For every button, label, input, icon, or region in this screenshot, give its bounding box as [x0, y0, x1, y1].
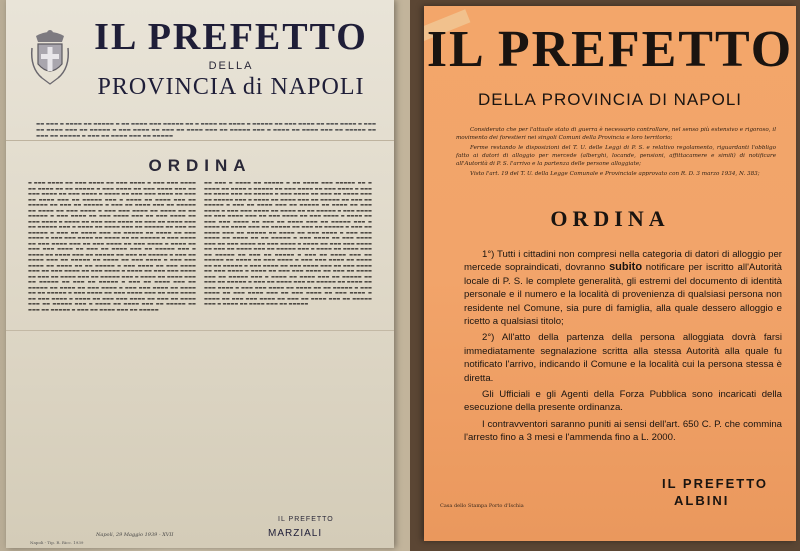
article-2: 2°) All'atto della partenza della persona alloggiata dovrà farsi immediatamente segnalazione scritta alla stessa Autorità alla quale fu notificato l'arrivo, indicando il Comune e la località cui la persona stessa è diretta. [464, 332, 782, 384]
penalty-paragraph: I contravventori saranno puniti ai sensi dell'art. 650 C. P. che commina l'arresto fino a 3 mesi e l'ammenda fino a L. 2000. [464, 418, 782, 444]
text-column-left: ▬ ▬▬▬ ▬▬▬▬ ▬▬ ▬▬▬ ▬▬▬▬ ▬▬ ▬▬▬ ▬▬▬▬ ▬ ▬▬▬ ▬▬▬ ▬▬▬▬ ▬▬ ▬▬▬▬ ▬▬ ▬▬ ▬▬▬▬▬ ▬ ▬▬▬ ▬▬▬▬ ▬▬ ▬▬▬ ▬▬▬▬ ▬▬▬ ▬▬ ▬▬▬ ▬▬▬▬ ▬▬ ▬▬▬ ▬▬▬▬ ▬ ▬▬▬▬ ▬▬ ▬▬▬ ▬▬▬ ▬▬▬▬ ▬▬ ▬▬▬ ▬▬ ▬▬▬▬ ▬▬▬ ▬▬ ▬▬▬▬▬ ▬▬▬ ▬ ▬▬▬▬ ▬▬ ▬▬▬▬ ▬▬▬ ▬▬ ▬▬▬▬▬ ▬▬ ▬▬▬ ▬▬ ▬▬▬▬▬ ▬ ▬▬▬ ▬▬ ▬▬▬▬ ▬▬▬ ▬▬ ▬▬▬▬▬ ▬▬ ▬▬▬▬ ▬▬ ▬▬▬ ▬▬▬▬ ▬ ▬▬▬ ▬▬▬ ▬▬▬▬ ▬▬ ▬▬▬▬ ▬▬ ▬▬ ▬▬▬▬▬ ▬ ▬▬▬ ▬▬▬▬ ▬▬ ▬▬▬ ▬▬▬▬ ▬▬▬ ▬▬ ▬▬▬ ▬▬▬▬ ▬▬ ▬▬▬ ▬▬▬▬ ▬ ▬▬▬▬ ▬▬ ▬▬▬ ▬▬▬ ▬▬▬▬ ▬▬ ▬▬▬ ▬▬ ▬▬▬▬ ▬▬▬ ▬▬ ▬▬▬▬▬ ▬▬▬ ▬ ▬▬▬▬ ▬▬ ▬▬▬▬ ▬▬▬ ▬▬ ▬▬▬▬▬ ▬▬ ▬▬▬ ▬▬ ▬▬▬▬▬ ▬ ▬▬▬ ▬▬ ▬▬▬▬ ▬▬▬ ▬▬ ▬▬▬▬▬ ▬▬ ▬▬▬▬ ▬▬ ▬▬▬ ▬▬▬▬ ▬ ▬▬▬ ▬▬▬ ▬▬▬▬ ▬▬ ▬▬▬▬ ▬▬ ▬▬ ▬▬▬▬▬ ▬ ▬▬▬ ▬▬▬▬ ▬▬ ▬▬▬ ▬▬▬▬ ▬▬▬ ▬▬ ▬▬▬ ▬▬▬▬ ▬▬ ▬▬▬ ▬▬▬▬ ▬ ▬▬▬▬ ▬▬ ▬▬▬ ▬▬▬ ▬▬▬▬ ▬▬ ▬▬▬ ▬▬ ▬▬▬▬ ▬▬▬ ▬▬ ▬▬▬▬▬ ▬▬▬ ▬ ▬▬▬▬ ▬▬ ▬▬▬▬ ▬▬▬ ▬▬ ▬▬▬▬▬ ▬▬ ▬▬▬ ▬▬ ▬▬▬▬▬ ▬ ▬▬▬ ▬▬ ▬▬▬▬ ▬▬▬ ▬▬ ▬▬▬▬▬ ▬▬ ▬▬▬▬ ▬▬ ▬▬▬ ▬▬▬▬ ▬ ▬▬▬ ▬▬▬ ▬▬▬▬ ▬▬ ▬▬▬▬ ▬▬ ▬▬ ▬▬▬▬▬ ▬ ▬▬▬ ▬▬▬▬ ▬▬ ▬▬▬ ▬▬▬▬ ▬▬▬ ▬▬ ▬▬▬ ▬▬▬▬ ▬▬ ▬▬▬ ▬▬▬▬ ▬ ▬▬▬▬ ▬▬ ▬▬▬ ▬▬▬ ▬▬▬▬ ▬▬ ▬▬▬ ▬▬ ▬▬▬▬ ▬▬▬ ▬▬ ▬▬▬▬▬ ▬▬▬ ▬ ▬▬▬▬ ▬▬ ▬▬▬▬ ▬▬▬ ▬▬ ▬▬▬▬▬ ▬▬ ▬▬▬ ▬▬ ▬▬▬▬▬ ▬ ▬▬▬ ▬▬ ▬▬▬▬ ▬▬▬ ▬▬ ▬▬▬▬▬ ▬▬ ▬▬▬▬ ▬▬ ▬▬▬ ▬▬▬▬ ▬ ▬▬▬ ▬▬▬ ▬▬▬▬ ▬▬ ▬▬▬▬ ▬▬ ▬▬ ▬▬▬▬▬ ▬ ▬▬▬ ▬▬▬▬ ▬▬ ▬▬▬ ▬▬▬▬ ▬▬▬ ▬▬ ▬▬▬ ▬▬▬▬ ▬▬ ▬▬▬ ▬▬▬▬ ▬ ▬▬▬▬ ▬▬ ▬▬▬ ▬▬▬ ▬▬▬▬ ▬▬ ▬▬▬ ▬▬ ▬▬▬▬ ▬▬▬ ▬▬ ▬▬▬▬▬ ▬▬▬ ▬ ▬▬▬▬ ▬▬ ▬▬▬▬ ▬▬▬ ▬▬ ▬▬▬▬▬ ▬▬ ▬▬▬ ▬▬ ▬▬▬▬▬ ▬ ▬▬▬ ▬▬ ▬▬▬▬ ▬▬▬ ▬▬ ▬▬▬▬▬ [28, 180, 196, 312]
poster-albini [424, 6, 796, 541]
poster-title: IL PREFETTO [94, 16, 368, 58]
place-and-date: Napoli, 29 Maggio 1939 - XVII [96, 532, 174, 538]
savoy-coat-of-arms-icon [28, 28, 72, 86]
preamble-paragraph: Considerato che per l'attuale stato di guerra è necessario controllare, nel senso più estensivo e rigoroso, il movimento dei forestieri nei singoli Comuni della Provincia e loro territorio; [456, 127, 776, 141]
poster-province: DELLA PROVINCIA DI NAPOLI [477, 90, 743, 109]
intro-fine-print: ▬▬ ▬▬▬ ▬ ▬▬▬▬ ▬▬ ▬▬▬▬▬ ▬ ▬▬ ▬▬▬▬ ▬▬▬ ▬▬▬▬▬ ▬▬ ▬ ▬▬▬▬ ▬▬ ▬▬▬▬ ▬ ▬▬▬▬▬ ▬▬ ▬▬▬ ▬▬▬▬ ▬▬ ▬▬▬ ▬▬▬▬ ▬ ▬▬▬ ▬▬ ▬▬▬▬ ▬▬▬ ▬▬ ▬▬▬▬▬ ▬ ▬▬▬ ▬▬▬▬ ▬▬ ▬▬▬ ▬▬ ▬▬▬▬ ▬▬▬ ▬▬ ▬▬▬▬▬ ▬▬▬ ▬ ▬▬▬▬ ▬▬ ▬▬▬▬ ▬▬▬ ▬▬ ▬▬▬▬▬ ▬▬ ▬▬▬ ▬▬ ▬▬▬▬▬ ▬ ▬▬▬ ▬▬ ▬▬▬▬ ▬▬▬ ▬▬ ▬▬▬▬▬ [36, 122, 376, 139]
preamble-paragraph: Visto l'art. 19 del T. U. della Legge Comunale e Provinciale approvato con R. D. 3 marzo 1934, N. 383; [470, 171, 760, 177]
enforcement-paragraph: Gli Ufficiali e gli Agenti della Forza Pubblica sono incaricati della esecuzione della presente ordinanza. [464, 389, 782, 414]
poster-marziali [6, 0, 394, 548]
preamble [456, 126, 776, 180]
printer-credit: Casa dello Stampa Porto d'Ischia [440, 503, 524, 509]
signature-label: IL PREFETTO [278, 516, 334, 523]
fold-line [6, 140, 394, 141]
ordinance-body [464, 248, 782, 448]
poster-title: IL PREFETTO [426, 21, 794, 78]
poster-province: PROVINCIA di NAPOLI [97, 74, 365, 100]
ordina-heading: ORDINA [550, 206, 670, 231]
signature-name: MARZIALI [268, 528, 323, 539]
emphasis-word: subito [609, 261, 643, 274]
text-column-right: ▬▬ ▬▬▬ ▬ ▬▬▬▬ ▬▬ ▬▬▬▬▬ ▬ ▬▬ ▬▬▬▬ ▬▬▬ ▬▬▬▬▬ ▬▬ ▬ ▬▬▬▬ ▬▬ ▬▬▬▬ ▬ ▬▬▬▬▬ ▬▬ ▬▬▬ ▬▬▬▬ ▬▬ ▬▬▬ ▬▬▬▬ ▬ ▬▬▬ ▬▬ ▬▬▬▬ ▬▬▬ ▬▬ ▬▬▬▬▬ ▬ ▬▬▬ ▬▬▬▬ ▬▬ ▬▬▬ ▬▬ ▬▬▬▬ ▬▬▬ ▬▬ ▬▬▬▬▬ ▬▬▬ ▬ ▬▬▬▬ ▬▬ ▬▬▬▬ ▬▬▬ ▬▬ ▬▬▬▬▬ ▬▬ ▬▬▬ ▬▬ ▬▬▬▬▬ ▬ ▬▬▬ ▬▬ ▬▬▬▬ ▬▬▬ ▬▬ ▬▬▬▬▬ ▬▬ ▬▬▬▬ ▬▬ ▬▬▬ ▬▬▬▬ ▬ ▬▬▬ ▬▬▬ ▬▬▬▬ ▬▬ ▬▬▬▬ ▬▬ ▬▬ ▬▬▬▬▬ ▬ ▬▬▬ ▬▬▬▬ ▬▬ ▬▬▬ ▬▬▬▬ ▬▬▬ ▬▬ ▬▬▬ ▬▬▬▬ ▬▬ ▬▬▬ ▬▬▬▬ ▬ ▬▬▬▬ ▬▬ ▬▬▬ ▬▬▬ ▬▬▬▬ ▬▬ ▬▬▬ ▬▬ ▬▬▬▬ ▬▬▬ ▬▬ ▬▬▬▬▬ ▬▬▬ ▬ ▬▬▬▬ ▬▬ ▬▬▬▬ ▬▬▬ ▬▬ ▬▬▬▬▬ ▬▬ ▬▬▬ ▬▬ ▬▬▬▬▬ ▬ ▬▬▬ ▬▬ ▬▬▬▬ ▬▬▬ ▬▬ ▬▬▬▬▬ ▬▬ ▬▬▬▬ ▬▬ ▬▬▬ ▬▬▬▬ ▬ ▬▬▬ ▬▬▬ ▬▬▬▬ ▬▬ ▬▬▬▬ ▬▬ ▬▬ ▬▬▬▬▬ ▬ ▬▬▬ ▬▬▬▬ ▬▬ ▬▬▬ ▬▬▬▬ ▬▬▬ ▬▬ ▬▬▬ ▬▬▬▬ ▬▬ ▬▬▬ ▬▬▬▬ ▬ ▬▬▬▬ ▬▬ ▬▬▬ ▬▬▬ ▬▬▬▬ ▬▬ ▬▬▬ ▬▬ ▬▬▬▬ ▬▬▬ ▬▬ ▬▬▬▬▬ ▬▬▬ ▬ ▬▬▬▬ ▬▬ ▬▬▬▬ ▬▬▬ ▬▬ ▬▬▬▬▬ ▬▬ ▬▬▬ ▬▬ ▬▬▬▬▬ ▬ ▬▬▬ ▬▬ ▬▬▬▬ ▬▬▬ ▬▬ ▬▬▬▬▬ ▬▬ ▬▬▬▬ ▬▬ ▬▬▬ ▬▬▬▬ ▬ ▬▬▬ ▬▬▬ ▬▬▬▬ ▬▬ ▬▬▬▬ ▬▬ ▬▬ ▬▬▬▬▬ ▬ ▬▬▬ ▬▬▬▬ ▬▬ ▬▬▬ ▬▬▬▬ ▬▬▬ ▬▬ ▬▬▬ ▬▬▬▬ ▬▬ ▬▬▬ ▬▬▬▬ ▬ ▬▬▬▬ ▬▬ ▬▬▬ ▬▬▬ ▬▬▬▬ ▬▬ ▬▬▬ ▬▬ ▬▬▬▬ ▬▬▬ ▬▬ ▬▬▬▬▬ ▬▬▬ ▬ ▬▬▬▬ ▬▬ ▬▬▬▬ ▬▬▬ ▬▬ ▬▬▬▬▬ ▬▬ ▬▬▬ ▬▬ ▬▬▬▬▬ ▬ ▬▬▬ ▬▬ ▬▬▬▬ ▬▬▬ ▬▬ ▬▬▬▬▬ ▬▬ ▬▬▬▬ ▬▬ ▬▬▬ ▬▬▬▬ ▬ ▬▬▬ ▬▬▬ ▬▬▬▬ ▬▬ ▬▬▬▬ ▬▬ ▬▬ ▬▬▬▬▬ ▬ ▬▬▬ ▬▬▬▬ ▬▬ ▬▬▬ ▬▬▬▬ ▬▬▬ ▬▬ ▬▬▬ ▬▬▬▬ ▬▬ ▬▬▬ ▬▬▬▬ ▬ ▬▬▬▬ ▬▬ ▬▬▬ ▬▬▬ ▬▬▬▬ ▬▬ ▬▬▬ ▬▬ ▬▬▬▬ ▬▬▬ ▬▬ ▬▬▬▬▬ ▬▬▬ ▬ ▬▬▬▬ ▬▬ ▬▬▬▬ ▬▬▬ ▬▬ ▬▬▬▬▬ [204, 180, 372, 306]
poster-subtitle: DELLA [208, 60, 254, 72]
signature-name: ALBINI [674, 493, 730, 508]
signature-label: IL PREFETTO [662, 476, 769, 491]
preamble-paragraph: Ferme restando le disposizioni del T. U. delle Leggi di P. S. e relativo regolamento, riguardanti l'obbligo fatto ai datori di alloggio per mercede (alberghi, locande, pensioni, affittacamere e simili) di notificare all'Autorità di P. S. l'arrivo e la partenza delle persone alloggiate; [456, 145, 776, 167]
ordina-heading: ORDINA [148, 156, 252, 175]
article-1: 1°) Tutti i cittadini non compresi nella categoria di datori di alloggio per mercede sopraindicati, dovranno subito notificare per iscritto all'Autorità locale di P. S. le complete generalità, gli estremi del documento di identità personale e il numero e la località di provenienza di qualsiasi persona non residente nel Comune, sia pure di famiglia, alla quale dessero alloggio e ricetto a qualsiasi titolo; [464, 249, 782, 328]
printer-credit: Napoli - Tip. R. Ricc. 1939 [30, 540, 84, 545]
